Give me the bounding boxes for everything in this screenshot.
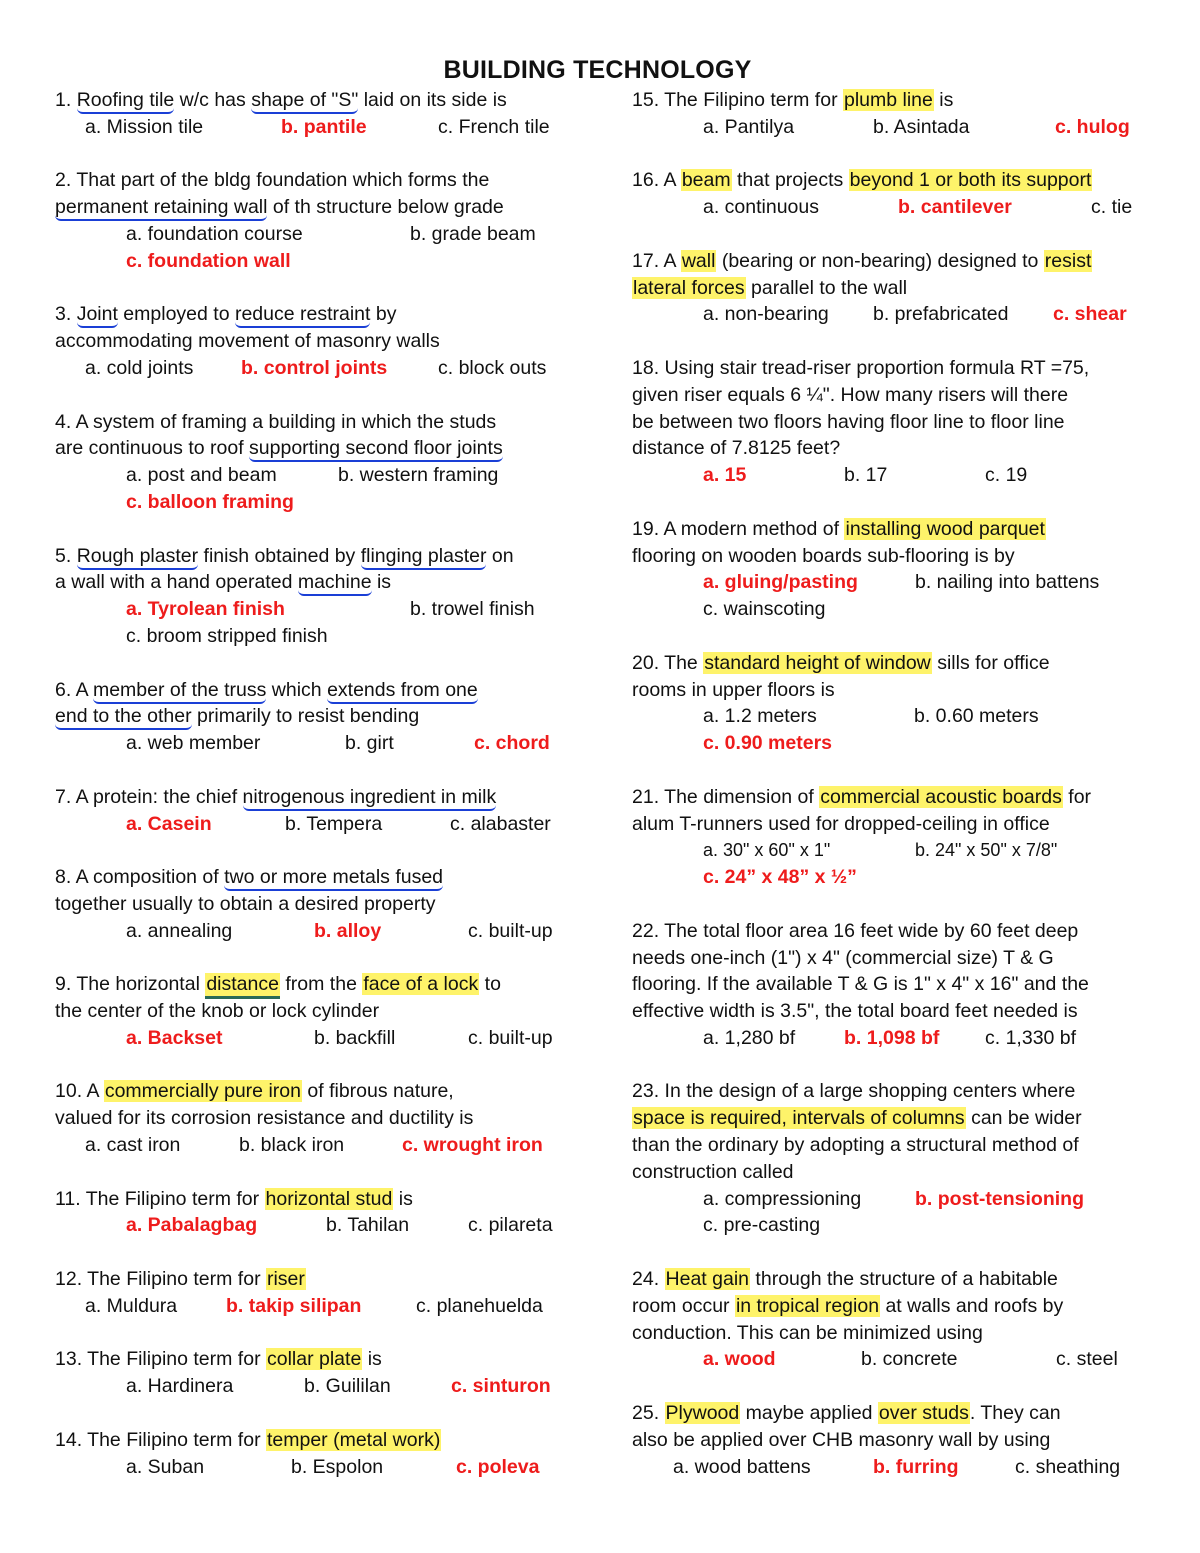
question-10 — [55, 1078, 585, 1158]
options — [632, 1025, 1152, 1052]
highlighted-term: Plywood — [665, 1402, 740, 1425]
option-a: a. 1.2 meters — [703, 705, 817, 728]
question-text: rooms in upper floors is — [632, 678, 835, 701]
option-b-answer: b. takip silipan — [226, 1294, 362, 1317]
text: 3. — [55, 303, 77, 326]
option-a: a. compressioning — [703, 1187, 862, 1210]
underlined-term: flinging plaster — [361, 545, 487, 570]
option-a: a. post and beam — [126, 464, 277, 487]
text: 25. — [632, 1402, 665, 1425]
highlighted-term: face of a lock — [363, 973, 479, 996]
text: 13. The Filipino term for — [55, 1348, 266, 1371]
underlined-term: machine — [298, 571, 372, 596]
option-c: c. 19 — [985, 464, 1028, 487]
left-column — [55, 87, 585, 1507]
option-a: a. annealing — [126, 919, 233, 942]
options — [55, 221, 585, 248]
text: 24. — [632, 1268, 665, 1291]
underlined-term: end to the other — [55, 705, 192, 730]
text: of fibrous nature, — [301, 1080, 454, 1103]
option-c-answer: c. poleva — [456, 1455, 540, 1478]
underlined-term: extends from one — [327, 679, 478, 704]
text: 5. — [55, 544, 77, 567]
question-16 — [632, 167, 1152, 221]
option-a-answer: a. Casein — [126, 812, 212, 835]
highlighted-term: resist — [1044, 249, 1092, 272]
highlighted-term: horizontal stud — [265, 1187, 393, 1210]
page-title: BUILDING TECHNOLOGY — [443, 56, 752, 84]
text: 7. A protein: the chief — [55, 785, 243, 808]
highlighted-term: riser — [266, 1268, 305, 1291]
text: 19. A modern method of — [632, 517, 845, 540]
text: 9. The horizontal — [55, 973, 206, 996]
option-a-answer: a. 15 — [703, 464, 747, 487]
question-text — [632, 1105, 1152, 1132]
text: for — [1062, 785, 1092, 808]
highlighted-term: space is required, intervals of columns — [633, 1107, 965, 1130]
question-text: also be applied over CHB masonry wall by using — [632, 1428, 1051, 1451]
text: is — [393, 1187, 413, 1210]
option-b: b. Espolon — [291, 1455, 384, 1478]
option-b: b. concrete — [861, 1348, 958, 1371]
question-text: conduction. This can be minimized using — [632, 1321, 983, 1344]
highlighted-term: collar plate — [266, 1348, 362, 1371]
option-c: c. block outs — [438, 356, 547, 379]
options — [55, 462, 585, 489]
option-b: b. Guililan — [304, 1375, 391, 1398]
option-b: b. backfill — [314, 1026, 396, 1049]
options — [632, 864, 1152, 891]
options — [632, 1186, 1152, 1213]
question-text: 18. Using stair tread-riser proportion formula RT =75, — [632, 356, 1090, 379]
question-text: alum T-runners used for dropped-ceiling in office — [632, 812, 1050, 835]
option-a: a. cold joints — [85, 356, 194, 379]
question-text — [632, 275, 1152, 302]
options — [55, 355, 585, 382]
option-b: b. 24" x 50" x 7/8" — [915, 840, 1058, 861]
text: on — [486, 544, 514, 567]
options — [632, 703, 1152, 730]
option-b: b. 17 — [844, 464, 888, 487]
options — [55, 1212, 585, 1239]
right-column — [632, 87, 1152, 1507]
question-text — [55, 194, 585, 221]
option-b-answer: b. 1,098 bf — [844, 1026, 940, 1049]
question-text — [55, 569, 585, 596]
highlighted-term: standard height of window — [704, 651, 931, 674]
question-text — [632, 784, 1152, 811]
option-b: b. Tempera — [285, 812, 383, 835]
option-c: c. 1,330 bf — [985, 1026, 1077, 1049]
question-text — [55, 435, 585, 462]
option-a: a. web member — [126, 732, 261, 755]
highlighted-term: lateral forces — [633, 276, 745, 299]
question-5 — [55, 543, 585, 650]
option-c-answer: c. hulog — [1055, 115, 1130, 138]
options — [632, 301, 1152, 328]
highlighted-term: beam — [681, 169, 731, 192]
option-b-answer: b. alloy — [314, 919, 382, 942]
question-14 — [55, 1427, 585, 1481]
option-a: a. 1,280 bf — [703, 1026, 796, 1049]
text: can be wider — [965, 1107, 1082, 1130]
question-text — [632, 87, 1152, 114]
options — [55, 730, 585, 757]
text: 1. — [55, 89, 77, 111]
text: 10. A — [55, 1080, 104, 1103]
highlighted-term: distance — [205, 973, 280, 999]
option-a: a. foundation course — [126, 222, 303, 245]
text: that projects — [731, 169, 849, 192]
option-c: c. built-up — [468, 1026, 553, 1049]
option-b-answer: b. pantile — [281, 115, 367, 138]
question-21 — [632, 784, 1152, 891]
question-text: valued for its corrosion resistance and ductility is — [55, 1107, 474, 1130]
option-c: c. tie — [1091, 196, 1133, 219]
question-text: given riser equals 6 ¼". How many risers will there — [632, 383, 1069, 406]
option-a: a. wood battens — [673, 1455, 811, 1478]
text: parallel to the wall — [745, 276, 908, 299]
question-text — [55, 703, 585, 730]
options — [55, 1373, 585, 1400]
option-b: b. black iron — [239, 1134, 345, 1157]
question-8 — [55, 864, 585, 944]
options — [632, 837, 1152, 864]
question-text — [55, 784, 585, 811]
question-17 — [632, 248, 1152, 328]
question-11 — [55, 1186, 585, 1240]
option-c: c. broom stripped finish — [126, 624, 328, 647]
question-text — [632, 1400, 1152, 1427]
option-c: c. pre-casting — [703, 1214, 821, 1237]
text: is — [362, 1348, 382, 1371]
question-1 — [55, 87, 585, 141]
option-a: a. non-bearing — [703, 303, 829, 326]
question-text — [632, 1266, 1152, 1293]
highlighted-term: beyond 1 or both its support — [849, 169, 1092, 192]
question-text — [632, 516, 1152, 543]
question-19 — [632, 516, 1152, 623]
option-c: c. wainscoting — [703, 598, 826, 621]
options — [55, 1454, 585, 1481]
question-18 — [632, 355, 1152, 489]
question-text: be between two floors having floor line to floor line — [632, 410, 1065, 433]
highlighted-term: commercially pure iron — [104, 1080, 301, 1103]
option-c-answer: c. shear — [1053, 303, 1127, 326]
text: . They can — [969, 1402, 1061, 1425]
text: 20. The — [632, 651, 704, 674]
option-a: a. Hardinera — [126, 1375, 234, 1398]
text: 16. A — [632, 169, 681, 192]
question-text: 23. In the design of a large shopping centers where — [632, 1080, 1076, 1103]
question-text — [55, 971, 585, 998]
options — [55, 1293, 585, 1320]
underlined-term: permanent retaining wall — [55, 196, 267, 221]
text: is — [933, 89, 954, 111]
question-25 — [632, 1400, 1152, 1480]
question-text: distance of 7.8125 feet? — [632, 437, 841, 460]
question-text — [55, 87, 585, 114]
option-c: c. pilareta — [468, 1214, 553, 1237]
option-c-answer: c. foundation wall — [126, 249, 291, 272]
options — [55, 489, 585, 516]
options — [55, 811, 585, 838]
question-text — [55, 677, 585, 704]
question-23 — [632, 1078, 1152, 1239]
text: at walls and roofs by — [880, 1294, 1064, 1317]
option-c-answer: c. 24” x 48” x ½” — [703, 866, 857, 889]
text: 8. A composition of — [55, 866, 225, 889]
option-c-answer: c. 0.90 meters — [703, 732, 833, 755]
text: sills for office — [931, 651, 1050, 674]
option-b: b. prefabricated — [873, 303, 1009, 326]
question-text — [632, 650, 1152, 677]
text: by — [370, 303, 397, 326]
options — [632, 596, 1152, 623]
option-a: a. cast iron — [85, 1134, 181, 1157]
question-text — [55, 1266, 585, 1293]
text: a wall with a hand operated — [55, 571, 298, 594]
highlighted-term: installing wood parquet — [845, 517, 1045, 540]
underlined-term: member of the truss — [93, 679, 266, 704]
question-text: the center of the knob or lock cylinder — [55, 1000, 380, 1023]
option-a-answer: a. Tyrolean finish — [126, 598, 285, 621]
question-text — [55, 301, 585, 328]
question-13 — [55, 1346, 585, 1400]
question-3 — [55, 301, 585, 381]
text: to — [479, 973, 501, 996]
option-b: b. grade beam — [410, 222, 536, 245]
highlighted-term: wall — [681, 249, 716, 272]
highlighted-term: temper (metal work) — [266, 1428, 441, 1451]
text: maybe applied — [740, 1402, 878, 1425]
underlined-term: shape of "S" — [251, 89, 358, 114]
question-text: than the ordinary by adopting a structural method of — [632, 1134, 1079, 1157]
text: is — [371, 571, 392, 594]
option-b-answer: b. furring — [873, 1455, 959, 1478]
option-a-answer: a. gluing/pasting — [703, 571, 858, 594]
options — [632, 730, 1152, 757]
question-text: flooring on wooden boards sub-flooring is by — [632, 544, 1015, 567]
option-c: c. sheathing — [1015, 1455, 1121, 1478]
highlighted-term: plumb line — [843, 89, 933, 111]
option-c: c. steel — [1056, 1348, 1118, 1371]
text: (bearing or non-bearing) designed to — [716, 249, 1044, 272]
question-text — [55, 864, 585, 891]
question-4 — [55, 409, 585, 516]
options — [632, 462, 1152, 489]
option-c-answer: c. chord — [474, 732, 550, 755]
underlined-term: nitrogenous ingredient in milk — [243, 786, 497, 811]
text: 17. A — [632, 249, 681, 272]
option-b-answer: b. control joints — [241, 356, 388, 379]
underlined-term: Joint — [77, 303, 118, 328]
highlighted-term: Heat gain — [665, 1268, 750, 1291]
option-a-answer: a. Pabalagbag — [126, 1214, 258, 1237]
question-7 — [55, 784, 585, 838]
question-12 — [55, 1266, 585, 1320]
option-b: b. western framing — [338, 464, 499, 487]
question-text — [55, 1186, 585, 1213]
text: employed to — [117, 303, 235, 326]
option-a: a. Mission tile — [85, 115, 204, 138]
text: finish obtained by — [198, 544, 361, 567]
question-6 — [55, 677, 585, 757]
option-a: a. continuous — [703, 196, 820, 219]
question-text: 2. That part of the bldg foundation which forms the — [55, 169, 490, 192]
question-text: accommodating movement of masonry walls — [55, 330, 440, 353]
text: 15. The Filipino term for — [632, 89, 843, 111]
option-b: b. Asintada — [873, 115, 970, 138]
options — [55, 114, 585, 141]
text: w/c has — [174, 89, 252, 111]
question-text: effective width is 3.5", the total board feet needed is — [632, 1000, 1078, 1023]
question-text: 22. The total floor area 16 feet wide by 60 feet deep — [632, 919, 1079, 942]
question-text — [632, 1293, 1152, 1320]
question-text — [632, 167, 1152, 194]
text: which — [266, 678, 328, 701]
option-a: a. Pantilya — [703, 115, 795, 138]
option-b-answer: b. cantilever — [898, 196, 1012, 219]
underlined-term: reduce restraint — [235, 303, 370, 328]
text: are continuous to roof — [55, 437, 250, 460]
question-text: construction called — [632, 1160, 794, 1183]
text: from the — [279, 973, 363, 996]
question-text: flooring. If the available T & G is 1" x 4" x 16" and the — [632, 973, 1089, 996]
option-c-answer: c. sinturon — [451, 1375, 551, 1398]
options — [55, 248, 585, 275]
options — [55, 1132, 585, 1159]
highlighted-term: over studs — [878, 1402, 969, 1425]
underlined-term: supporting second floor joints — [249, 437, 503, 462]
underlined-term: two or more metals fused — [224, 866, 443, 891]
option-a: a. Suban — [126, 1455, 205, 1478]
question-text — [55, 543, 585, 570]
question-text — [55, 1427, 585, 1454]
options — [632, 1212, 1152, 1239]
text: 6. A — [55, 678, 93, 701]
question-22 — [632, 918, 1152, 1052]
option-b: b. nailing into battens — [915, 571, 1100, 594]
question-text — [55, 1346, 585, 1373]
text: 14. The Filipino term for — [55, 1428, 266, 1451]
question-text: 4. A system of framing a building in which the studs — [55, 410, 497, 433]
option-c-answer: c. wrought iron — [402, 1134, 543, 1157]
option-c: c. planehuelda — [416, 1294, 543, 1317]
option-b: b. trowel finish — [410, 598, 535, 621]
option-a: a. Muldura — [85, 1294, 178, 1317]
question-text — [55, 1078, 585, 1105]
option-b: b. 0.60 meters — [914, 705, 1039, 728]
underlined-term: Rough plaster — [77, 545, 198, 570]
question-15 — [632, 87, 1152, 141]
text: room occur — [632, 1294, 735, 1317]
option-b: b. girt — [345, 732, 394, 755]
underlined-term: Roofing tile — [77, 89, 175, 114]
options — [55, 1025, 585, 1052]
options — [632, 194, 1152, 221]
options — [632, 114, 1152, 141]
options — [632, 1454, 1152, 1481]
option-c: c. alabaster — [450, 812, 551, 835]
question-text: together usually to obtain a desired property — [55, 892, 436, 915]
options — [55, 918, 585, 945]
highlighted-term: in tropical region — [735, 1294, 880, 1317]
option-c: c. French tile — [438, 115, 550, 138]
question-text: needs one-inch (1") x 4" (commercial size) T & G — [632, 946, 1054, 969]
text: through the structure of a habitable — [750, 1268, 1058, 1291]
options — [632, 569, 1152, 596]
question-20 — [632, 650, 1152, 757]
option-b-answer: b. post-tensioning — [915, 1187, 1084, 1210]
option-a-answer: a. wood — [703, 1348, 776, 1371]
option-c: c. built-up — [468, 919, 553, 942]
text: laid on its side is — [358, 89, 507, 111]
question-24 — [632, 1266, 1152, 1373]
text: 12. The Filipino term for — [55, 1268, 266, 1291]
option-a-answer: a. Backset — [126, 1026, 223, 1049]
option-b: b. Tahilan — [326, 1214, 410, 1237]
text: 21. The dimension of — [632, 785, 820, 808]
question-text — [632, 248, 1152, 275]
option-a: a. 30" x 60" x 1" — [703, 840, 831, 861]
options — [632, 1346, 1152, 1373]
options — [55, 596, 585, 623]
text: 11. The Filipino term for — [55, 1187, 265, 1210]
question-9 — [55, 971, 585, 1051]
highlighted-term: commercial acoustic boards — [820, 785, 1062, 808]
option-c-answer: c. balloon framing — [126, 490, 294, 513]
question-2 — [55, 167, 585, 274]
options — [55, 623, 585, 650]
text: of th structure below grade — [267, 196, 504, 219]
text: primarily to resist bending — [191, 705, 420, 728]
